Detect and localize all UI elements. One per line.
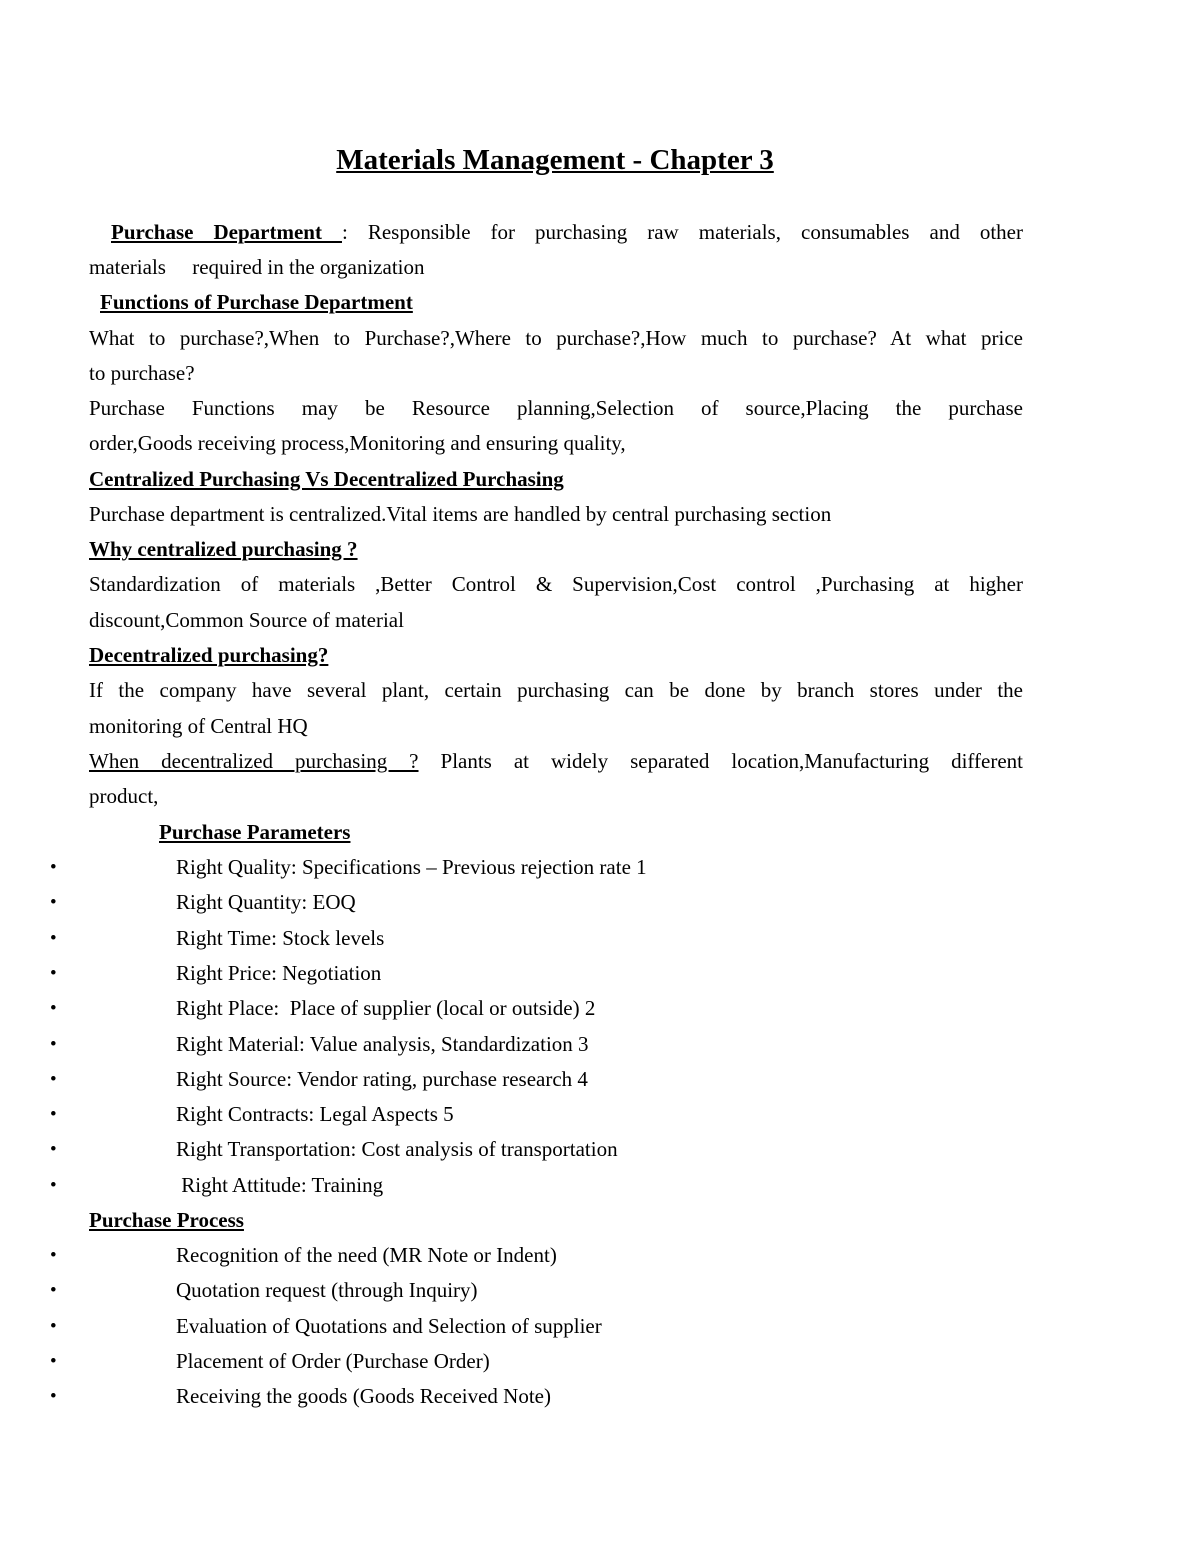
decentralized-line-1: If the company have several plant, certain purchasing can be done by branch stores under the — [89, 678, 1023, 702]
list-item: Right Attitude: Training — [176, 1172, 384, 1197]
list-item: Right Quality: Specifications – Previous rejection rate 1 — [176, 855, 647, 879]
decentralized-line-2: monitoring of Central HQ — [89, 714, 308, 738]
list-item: Right Quantity: EOQ — [176, 890, 356, 915]
centralized-heading: Centralized Purchasing Vs Decentralized Purchasing — [89, 467, 564, 491]
functions-line-3: Purchase Functions may be Resource planning,Selection of source,Placing the purchase — [89, 396, 1023, 420]
functions-line-1: What to purchase?,When to Purchase?,Where to purchase?,How much to purchase? At what price — [89, 326, 1023, 350]
list-item: Right Material: Value analysis, Standardization 3 — [176, 1031, 589, 1056]
list-item: Right Time: Stock levels — [176, 925, 385, 950]
bullet-icon: • — [50, 1280, 57, 1302]
why-centralized-heading: Why centralized purchasing ? — [89, 537, 358, 561]
list-item: Quotation request (through Inquiry) — [176, 1278, 478, 1303]
bullet-icon: • — [50, 1139, 57, 1161]
list-item: Evaluation of Quotations and Selection of supplier — [176, 1313, 602, 1338]
process-heading: Purchase Process — [89, 1208, 244, 1232]
bullet-icon: • — [50, 1033, 57, 1055]
bullet-icon: • — [50, 1245, 57, 1266]
why-centralized-line-1: Standardization of materials ,Better Control & Supervision,Cost control ,Purchasing at higher — [89, 572, 1023, 596]
functions-line-4: order,Goods receiving process,Monitoring and ensuring quality, — [89, 431, 626, 455]
intro-text: : Responsible for purchasing raw materials, consumables and other — [341, 220, 1023, 244]
bullet-icon: • — [50, 1386, 57, 1408]
bullet-icon: • — [50, 857, 57, 878]
page-title: Materials Management - Chapter 3 — [336, 144, 774, 176]
bullet-icon: • — [50, 998, 57, 1020]
list-item: Recognition of the need (MR Note or Indent) — [176, 1243, 557, 1267]
centralized-line-1: Purchase department is centralized.Vital items are handled by central purchasing section — [89, 502, 832, 526]
decentralized-line-3 — [89, 744, 1023, 779]
decentralized-heading: Decentralized purchasing? — [89, 643, 329, 667]
list-item: Right Price: Negotiation — [176, 960, 382, 985]
functions-line-2: to purchase? — [89, 361, 195, 385]
list-item: Right Contracts: Legal Aspects 5 — [176, 1102, 454, 1127]
purchase-department-term: Purchase Department — [111, 220, 342, 244]
intro-line-2: materials required in the organization — [89, 255, 425, 279]
bullet-icon: • — [50, 927, 57, 949]
intro-line-1 — [89, 215, 1023, 250]
decentralized-line-4: product, — [89, 784, 159, 808]
parameters-heading: Purchase Parameters — [159, 820, 351, 844]
bullet-icon: • — [50, 892, 57, 914]
bullet-icon: • — [50, 1068, 57, 1090]
bullet-icon: • — [50, 1104, 57, 1126]
when-decentralized-text: Plants at widely separated location,Manufacturing different — [418, 749, 1024, 773]
list-item: Right Transportation: Cost analysis of transportation — [176, 1137, 618, 1162]
bullet-icon: • — [50, 1315, 57, 1337]
bullet-icon: • — [50, 962, 57, 984]
when-decentralized-label: When decentralized purchasing ? — [89, 749, 419, 773]
list-item: Placement of Order (Purchase Order) — [176, 1348, 490, 1373]
functions-heading: Functions of Purchase Department — [100, 290, 413, 314]
bullet-icon: • — [50, 1174, 57, 1196]
list-item: Right Source: Vendor rating, purchase research 4 — [176, 1066, 588, 1091]
why-centralized-line-2: discount,Common Source of material — [89, 608, 404, 632]
list-item: Receiving the goods (Goods Received Note) — [176, 1384, 551, 1409]
list-item: Right Place: Place of supplier (local or outside) 2 — [176, 996, 596, 1021]
bullet-icon: • — [50, 1350, 57, 1372]
